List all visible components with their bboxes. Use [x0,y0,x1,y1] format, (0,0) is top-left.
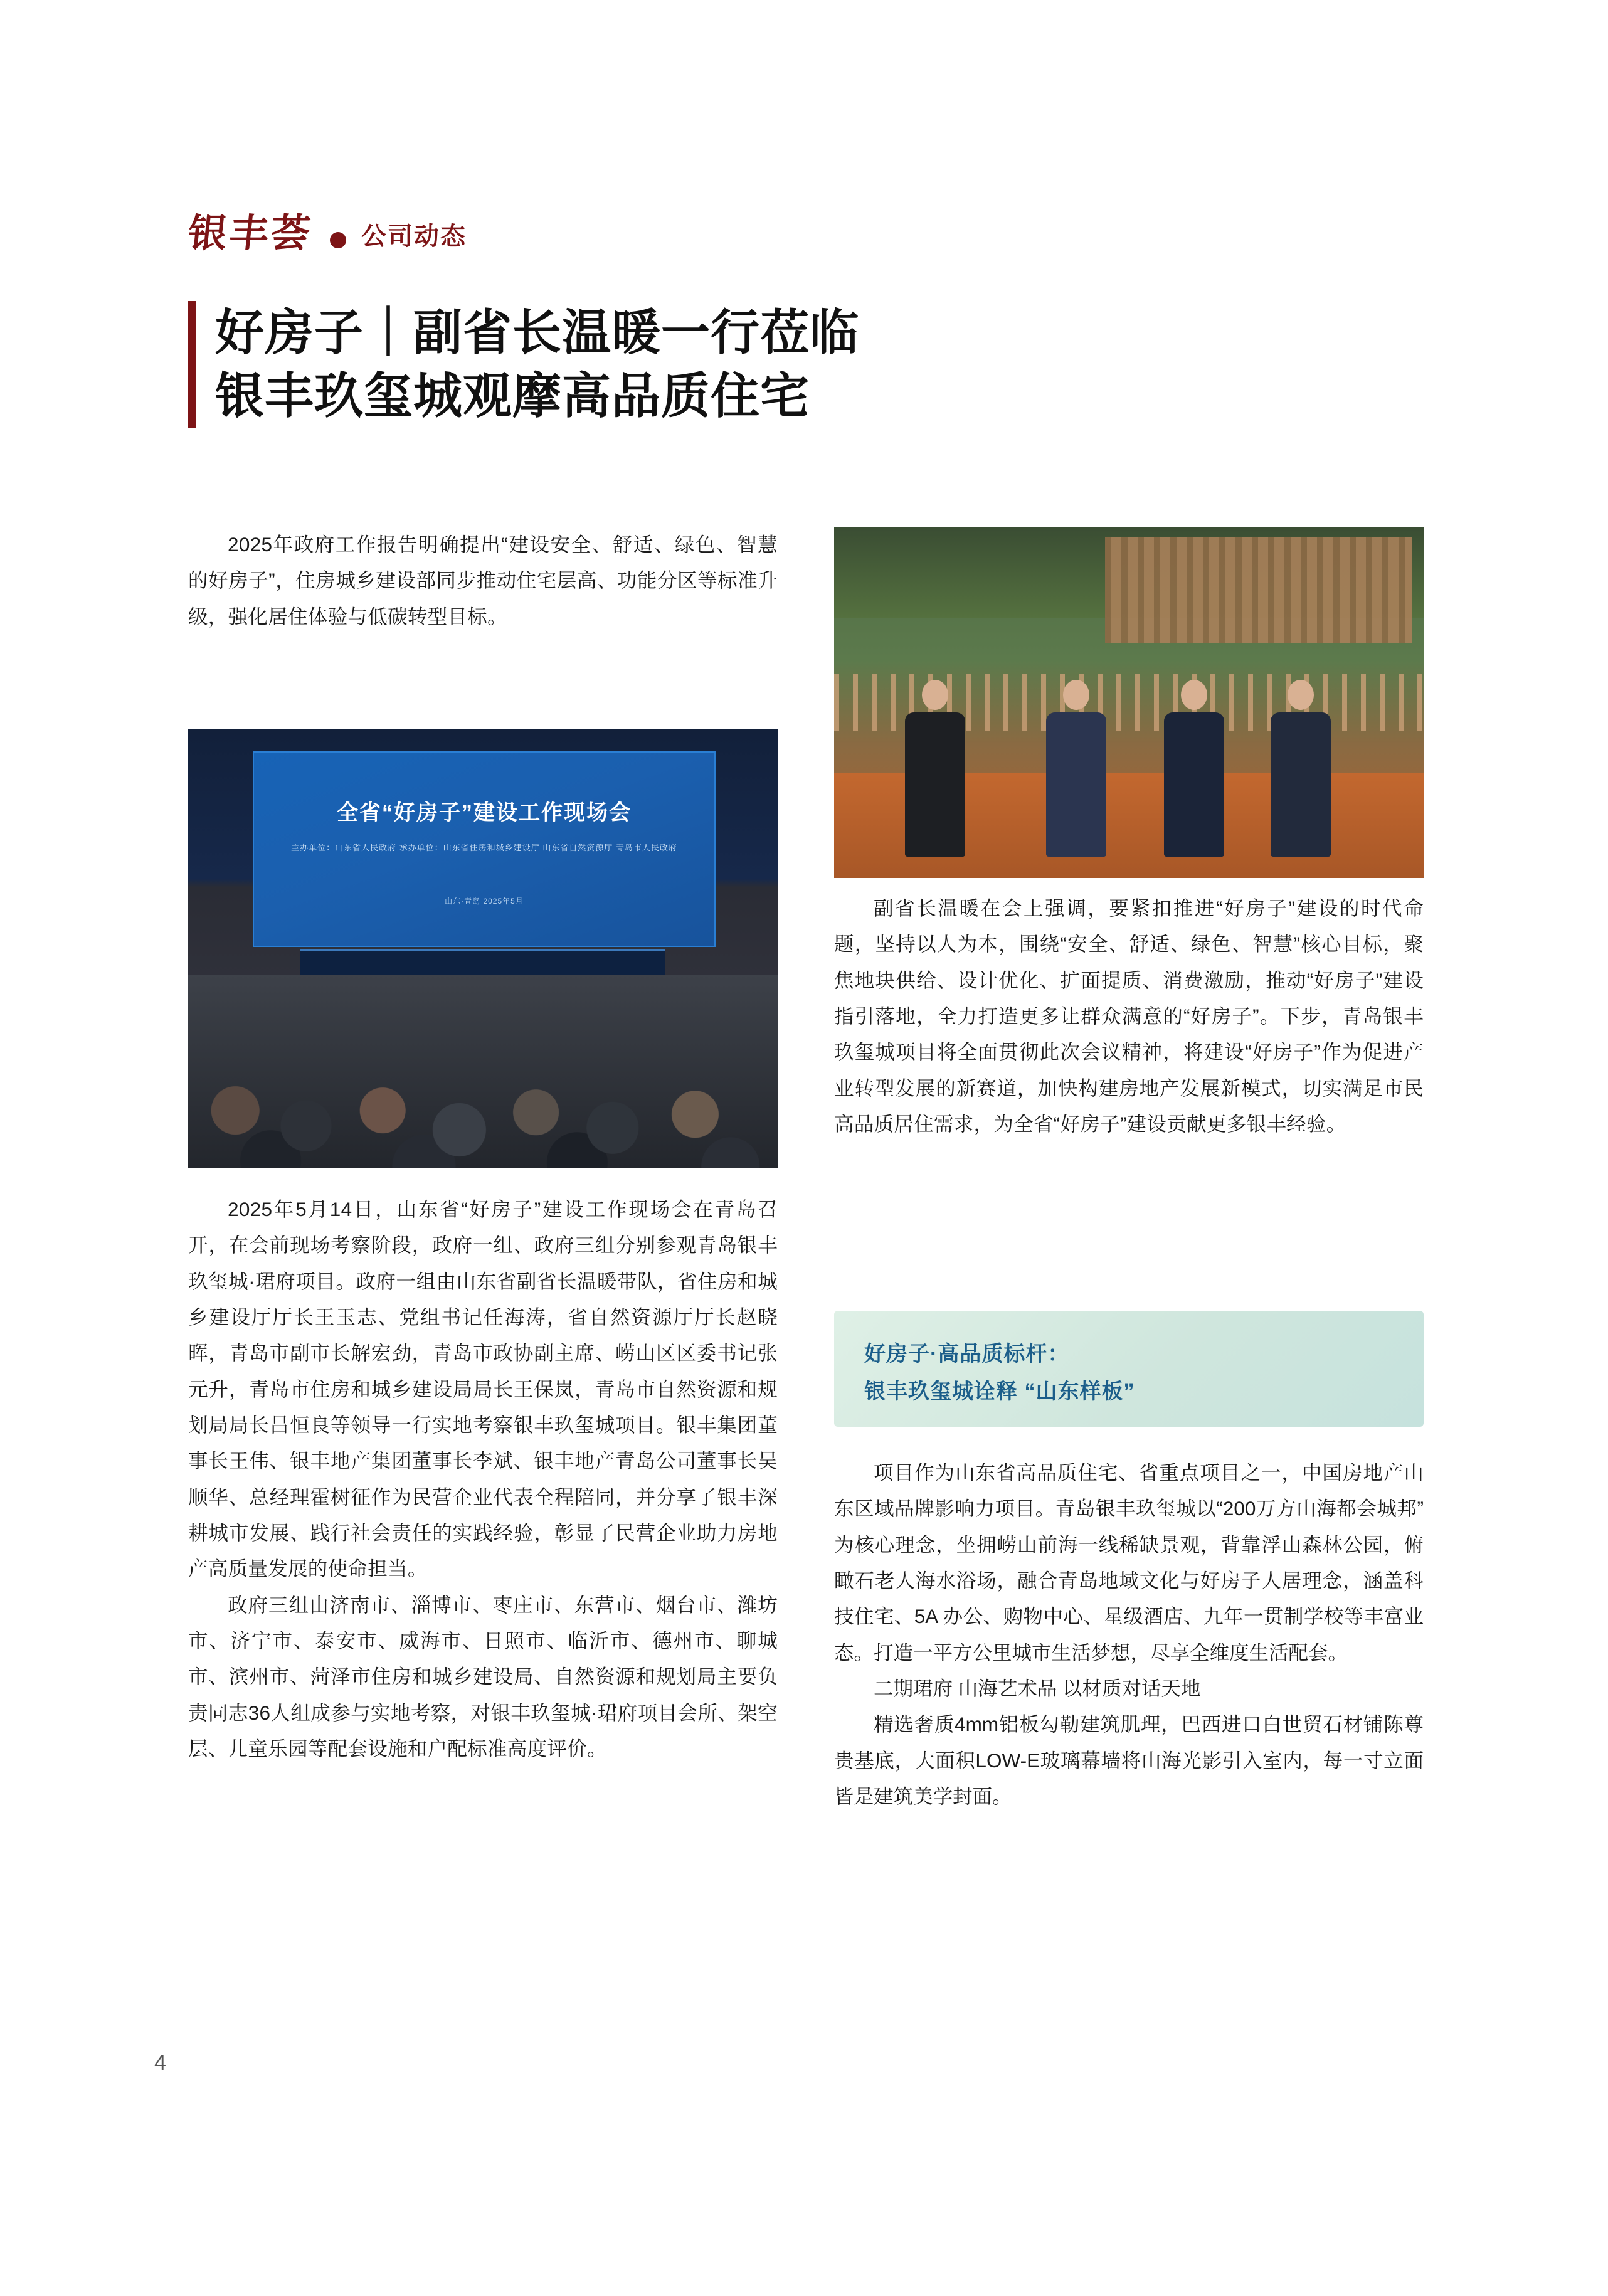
subheading: 二期珺府 山海艺术品 以材质对话天地 [874,1676,1201,1700]
headline-line-1: 好房子｜副省长温暖一行莅临 [215,305,860,360]
screen-footer: 山东·青岛 2025年5月 [445,896,524,906]
audience [188,975,778,1168]
headline-text [215,301,859,428]
brand-logo: 银丰荟 [186,213,315,255]
left-column-body [188,1192,778,1767]
left-column-intro [188,527,778,715]
stage-screen [253,751,715,947]
headline-line-2: 银丰玖玺城观摩高品质住宅 [215,368,810,424]
callout-text [864,1336,1399,1410]
page-number: 4 [154,2051,166,2075]
screen-subtitle: 主办单位：山东省人民政府 承办单位：山东省住房和城乡建设厅 山东省自然资源厅 青岛市人民政府 [291,842,677,852]
callout-line-1: 好房子·高品质标杆： [864,1342,1070,1366]
paragraph: 项目作为山东省高品质住宅、省重点项目之一，中国房地产山东区域品牌影响力项目。青岛银丰玖玺城以“200万方山海都会城邦”为核心理念，坐拥崂山前海一线稀缺景观，背靠浮山森林公园，俯瞰石老人海水浴场，融合青岛地域文化与好房子人居理念，涵盖科技住宅、5A 办公、购物中心、星级酒店、九年一贯制学校等丰富业态。打造一平方公里城市生活梦想，尽享全维度生活配套。 [834,1461,1424,1664]
paragraph: 副省长温暖在会上强调，要紧扣推进“好房子”建设的时代命题，坚持以人为本，围绕“安全、舒适、绿色、智慧”核心目标，聚焦地块供给、设计优化、扩面提质、消费激励，推动“好房子”建设指引落地，全力打造更多让群众满意的“好房子”。下步，青岛银丰玖玺城项目将全面贯彻此次会议精神，将建设“好房子”作为促进产业转型发展的新赛道，加快构建房地产发展新模式，切实满足市民高品质居住需求，为全省“好房子”建设贡献更多银丰经验。 [834,897,1424,1135]
right-column-project-info [834,1455,1424,1814]
section-label: 公司动态 [361,222,467,250]
person-figure [905,680,965,857]
brand-dot-icon [330,232,346,248]
person-figure [1271,680,1331,857]
page-title [188,301,1129,428]
conference-photo-scene [188,729,778,1168]
person-figure [1046,680,1106,857]
right-column-body [834,891,1424,1142]
paragraph: 政府三组由济南市、淄博市、枣庄市、东营市、烟台市、潍坊市、济宁市、泰安市、威海市、日照市、临沂市、德州市、聊城市、滨州市、菏泽市住房和城乡建设局、自然资源和规划局主要负责同志36人组成参与实地考察，对银丰玖玺城·珺府项目会所、架空层、儿童乐园等配套设施和户配标准高度评价。 [188,1593,778,1760]
screen-title: 全省“好房子”建设工作现场会 [336,800,632,825]
conference-photo [188,729,778,1168]
site-visit-scene [834,527,1424,878]
pergola [1105,537,1412,643]
callout-line-2: 银丰玖玺城诠释 “山东样板” [864,1379,1135,1404]
headline-accent-bar [188,301,196,428]
person-figure [1164,680,1224,857]
paragraph: 精选奢质4mm铝板勾勒建筑肌理，巴西进口白世贸石材铺陈尊贵基底，大面积LOW-E玻璃幕墙将山海光影引入室内，每一寸立面皆是建筑美学封面。 [834,1713,1424,1807]
paragraph: 2025年政府工作报告明确提出“建设安全、舒适、绿色、智慧的好房子”，住房城乡建设部同步推动住宅层高、功能分区等标准升级，强化居住体验与低碳转型目标。 [188,533,778,628]
paragraph: 2025年5月14日，山东省“好房子”建设工作现场会在青岛召开，在会前现场考察阶段，政府一组、政府三组分别参观青岛银丰玖玺城·珺府项目。政府一组由山东省副省长温暖带队，省住房和城乡建设厅厅长王玉志、党组书记任海涛，省自然资源厅厅长赵晓晖，青岛市副市长解宏劲，青岛市政协副主席、崂山区区委书记张元升，青岛市住房和城乡建设局局长王保岚，青岛市自然资源和规划局局长吕恒良等领导一行实地考察银丰玖玺城项目。银丰集团董事长王伟、银丰地产集团董事长李斌、银丰地产青岛公司董事长吴顺华、总经理霍树征作为民营企业代表全程陪同，并分享了银丰深耕城市发展、践行社会责任的实践经验，彰显了民营企业助力房地产高质量发展的使命担当。 [188,1198,778,1580]
highlight-callout [834,1311,1424,1427]
masthead [188,199,815,268]
site-visit-photo [834,527,1424,878]
